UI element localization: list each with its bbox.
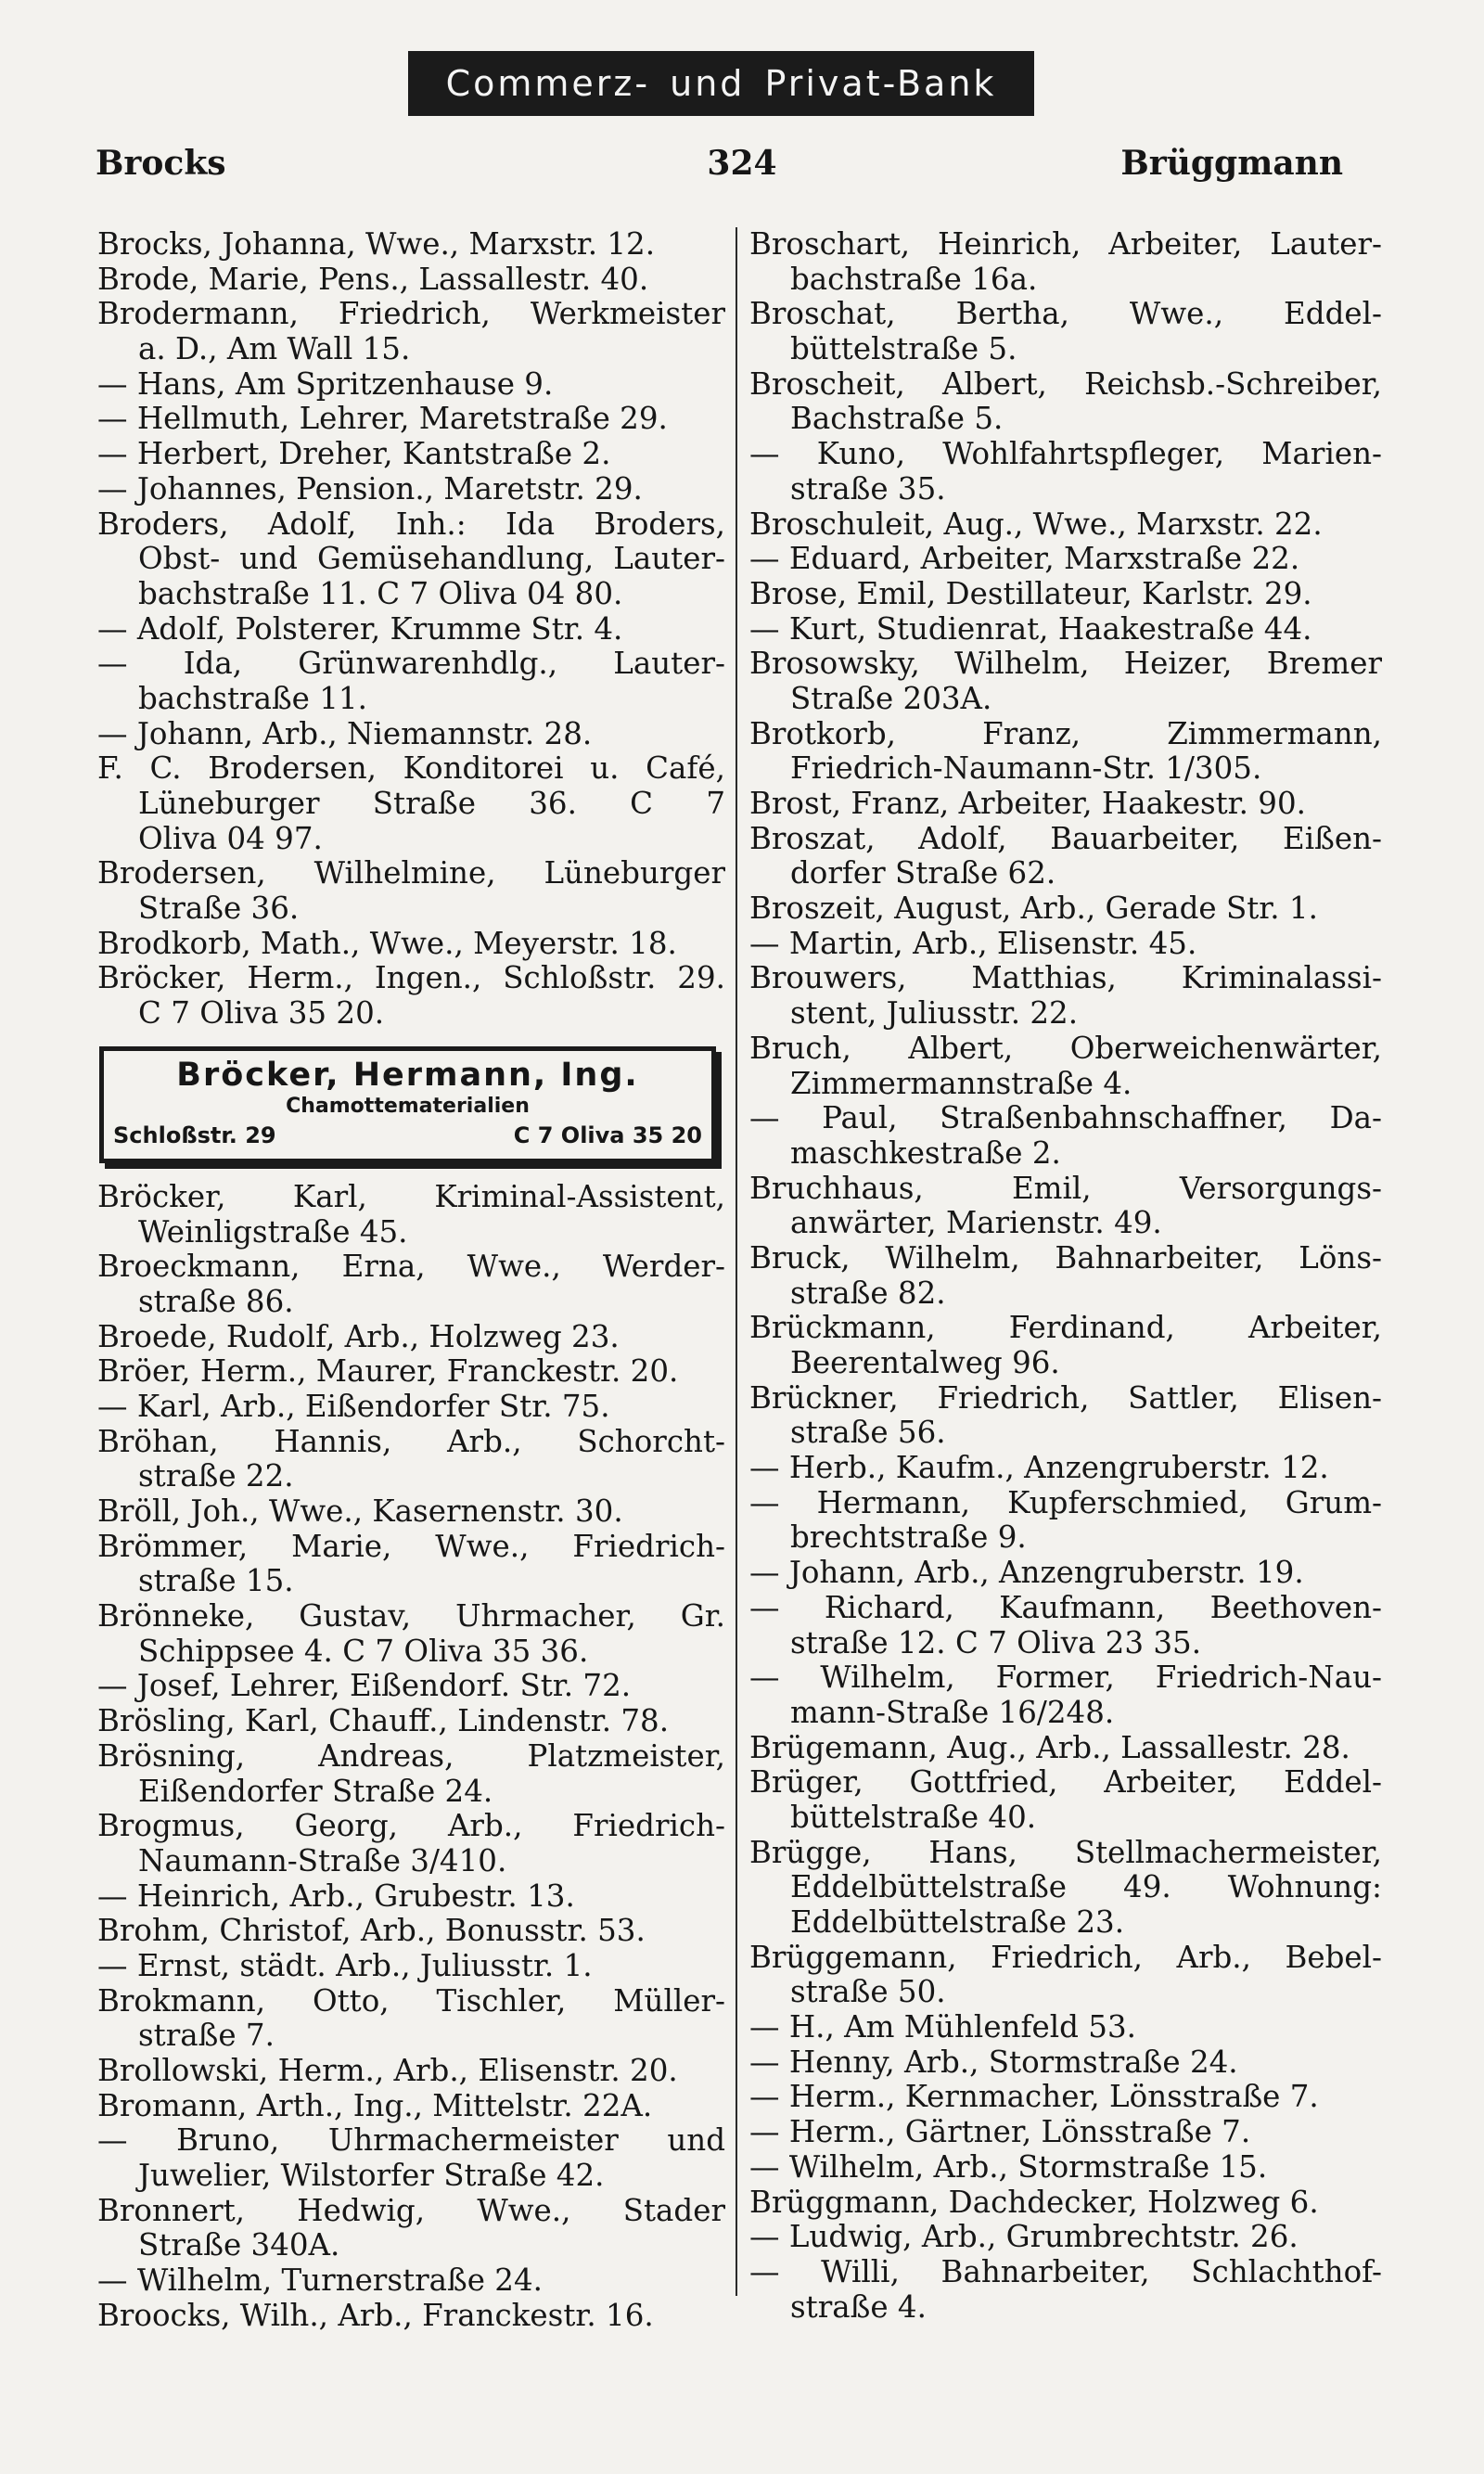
entry-line: — Wilhelm, Turnerstraße 24. <box>97 2263 543 2299</box>
entry-continuation-line: a. D., Am Wall 15. <box>138 332 411 367</box>
entry-line: — Karl, Arb., Eißendorfer Str. 75. <box>97 1389 610 1424</box>
directory-entry <box>749 1032 1382 1101</box>
entry-line: Brodermann, Friedrich, Werkmeister <box>97 297 725 332</box>
right-column <box>749 227 1382 2325</box>
left-column <box>97 227 725 2334</box>
entry-line: Bröhan, Hannis, Arb., Schorcht- <box>97 1424 725 1459</box>
entry-line: Broschart, Heinrich, Arbeiter, Lauter- <box>749 227 1382 262</box>
directory-entry <box>97 1530 725 1599</box>
directory-entry <box>749 891 1382 927</box>
directory-entry <box>97 1739 725 1809</box>
entry-line: Brüggemann, Friedrich, Arb., Bebel- <box>749 1940 1382 1975</box>
header-last-entry: Brüggmann <box>1120 144 1343 183</box>
directory-entry <box>749 367 1382 437</box>
directory-entry <box>97 1879 725 1915</box>
directory-entry <box>97 1914 725 1949</box>
entry-continuation-line: bachstraße 16a. <box>790 262 1038 297</box>
entry-line: Broszat, Adolf, Bauarbeiter, Eißen- <box>749 821 1382 856</box>
directory-entry <box>749 1381 1382 1451</box>
entry-line: Bröcker, Karl, Kriminal-Assistent, <box>97 1179 725 1214</box>
advertisement-box <box>99 1046 716 1163</box>
directory-entry <box>749 2080 1382 2115</box>
entry-line: Brömmer, Marie, Wwe., Friedrich- <box>97 1529 725 1564</box>
entry-line: Brotkorb, Franz, Zimmermann, <box>749 716 1382 751</box>
page-number: 324 <box>707 144 777 183</box>
directory-entry <box>97 263 725 298</box>
directory-entry <box>97 1250 725 1319</box>
entry-continuation-line: Naumann-Straße 3/410. <box>138 1843 507 1878</box>
entry-continuation-line: Juwelier, Wilstorfer Straße 42. <box>138 2159 605 2194</box>
entry-line: — Josef, Lehrer, Eißendorf. Str. 72. <box>97 1669 632 1704</box>
directory-entry <box>749 822 1382 891</box>
directory-entry <box>749 647 1382 716</box>
entry-line: — Bruno, Uhrmachermeister und <box>97 2123 725 2159</box>
directory-entry <box>749 2186 1382 2221</box>
entry-continuation-line: Schippsee 4. C 7 Oliva 35 36. <box>138 1634 589 1669</box>
entry-continuation-line: Eddelbüttelstraße 23. <box>790 1905 1125 1940</box>
directory-entry <box>97 507 725 612</box>
directory-entry <box>749 2010 1382 2045</box>
entry-continuation-line: brechtstraße 9. <box>790 1520 1027 1556</box>
entry-line: Bruck, Wilhelm, Bahnarbeiter, Löns- <box>749 1240 1382 1275</box>
entry-line: Brost, Franz, Arbeiter, Haakestr. 90. <box>749 787 1306 821</box>
directory-entry <box>97 437 725 472</box>
directory-entry <box>97 612 725 647</box>
directory-entry <box>749 577 1382 612</box>
directory-entry <box>97 717 725 752</box>
entry-continuation-line: maschkestraße 2. <box>790 1135 1061 1171</box>
entry-line: Broeckmann, Erna, Wwe., Werder- <box>97 1250 725 1285</box>
entry-line: — Eduard, Arbeiter, Marxstraße 22. <box>749 542 1300 577</box>
entry-line: Bronnert, Hedwig, Wwe., Stader <box>97 2193 725 2228</box>
directory-entry <box>749 2150 1382 2186</box>
entry-line: Broscheit, Albert, Reichsb.-Schreiber, <box>749 366 1382 402</box>
entry-line: Bröer, Herm., Maurer, Franckestr. 20. <box>97 1354 679 1390</box>
directory-entry <box>97 2299 725 2334</box>
entry-continuation-line: straße 35. <box>790 471 946 506</box>
entry-line: Brohm, Christof, Arb., Bonusstr. 53. <box>97 1914 646 1949</box>
entry-continuation-line: Straße 340A. <box>138 2228 340 2263</box>
ad-contact-row <box>113 1120 702 1151</box>
right-entries <box>749 227 1382 2325</box>
directory-entry <box>749 1556 1382 1591</box>
directory-entry <box>97 2263 725 2299</box>
entry-line: Broschat, Bertha, Wwe., Eddel- <box>749 297 1382 332</box>
directory-entry <box>749 1451 1382 1486</box>
entry-line: — Johann, Arb., Niemannstr. 28. <box>97 716 593 751</box>
entry-continuation-line: mann-Straße 16/248. <box>790 1695 1115 1730</box>
entry-continuation-line: Eißendorfer Straße 24. <box>138 1774 493 1809</box>
entry-continuation-line: Straße 203A. <box>790 681 992 716</box>
entry-line: — Hellmuth, Lehrer, Maretstraße 29. <box>97 402 668 437</box>
directory-entry <box>97 1669 725 1704</box>
bank-banner: Commerz- und Privat-Bank <box>408 51 1034 116</box>
directory-entry <box>749 787 1382 822</box>
entry-line: — Heinrich, Arb., Grubestr. 13. <box>97 1878 575 1914</box>
entry-line: Brüggmann, Dachdecker, Holzweg 6. <box>749 2185 1319 2220</box>
entry-line: Bröll, Joh., Wwe., Kasernenstr. 30. <box>97 1494 623 1529</box>
entry-line: Brode, Marie, Pens., Lassallestr. 40. <box>97 262 649 297</box>
entry-line: Brocks, Johanna, Wwe., Marxstr. 12. <box>97 227 656 262</box>
entry-line: Brösning, Andreas, Platzmeister, <box>97 1738 725 1774</box>
ad-address: Schloßstr. 29 <box>113 1122 276 1148</box>
entry-continuation-line: straße 12. C 7 Oliva 23 35. <box>790 1625 1202 1660</box>
entry-line: Broocks, Wilh., Arb., Franckestr. 16. <box>97 2298 654 2333</box>
entry-line: — Paul, Straßenbahnschaffner, Da- <box>749 1101 1382 1136</box>
entry-continuation-line: Obst- und Gemüsehandlung, Lauter- <box>138 542 725 577</box>
entry-continuation-line: straße 4. <box>790 2289 927 2325</box>
entry-continuation-line: C 7 Oliva 35 20. <box>138 996 385 1032</box>
directory-entry <box>97 1704 725 1739</box>
directory-entry <box>97 1354 725 1390</box>
directory-entry <box>97 227 725 263</box>
entry-line: — Herb., Kaufm., Anzengruberstr. 12. <box>749 1451 1329 1486</box>
directory-entry <box>97 856 725 926</box>
entry-line: — Ida, Grünwarenhdlg., Lauter- <box>97 647 725 682</box>
entry-line: Brodkorb, Math., Wwe., Meyerstr. 18. <box>97 926 677 961</box>
entry-line: — Hans, Am Spritzenhause 9. <box>97 366 554 402</box>
directory-entry <box>749 1241 1382 1311</box>
directory-entry <box>97 2089 725 2124</box>
directory-entry <box>749 297 1382 366</box>
header-first-entry: Brocks <box>96 144 226 183</box>
entry-line: Bruch, Albert, Oberweichenwärter, <box>749 1031 1382 1066</box>
directory-entry <box>749 2255 1382 2325</box>
entry-line: — Johannes, Pension., Maretstr. 29. <box>97 471 643 506</box>
entry-line: Brodersen, Wilhelmine, Lüneburger <box>97 856 725 891</box>
entry-line: — Wilhelm, Arb., Stormstraße 15. <box>749 2149 1268 2185</box>
entry-line: Brückmann, Ferdinand, Arbeiter, <box>749 1311 1382 1346</box>
directory-entry <box>749 961 1382 1031</box>
directory-entry <box>97 1180 725 1250</box>
directory-entry <box>749 1311 1382 1380</box>
entry-line: F. C. Brodersen, Konditorei u. Café, <box>97 751 725 787</box>
entry-line: — Adolf, Polsterer, Krumme Str. 4. <box>97 611 623 647</box>
directory-entry <box>97 2054 725 2089</box>
directory-entry <box>749 507 1382 543</box>
entry-line: Bromann, Arth., Ing., Mittelstr. 22A. <box>97 2088 653 2123</box>
directory-entry <box>749 1765 1382 1835</box>
entry-line: — Kuno, Wohlfahrtspfleger, Marien- <box>749 437 1382 472</box>
entry-line: — Wilhelm, Former, Friedrich-Nau- <box>749 1660 1382 1696</box>
entry-line: — Herbert, Dreher, Kantstraße 2. <box>97 437 611 472</box>
entry-continuation-line: Straße 36. <box>138 891 300 927</box>
ad-name: Bröcker, Hermann, Ing. <box>176 1056 639 1094</box>
entry-continuation-line: stent, Juliusstr. 22. <box>790 996 1079 1032</box>
directory-entry <box>749 717 1382 787</box>
directory-entry <box>749 1101 1382 1171</box>
entry-continuation-line: Zimmermannstraße 4. <box>790 1066 1132 1101</box>
directory-entry <box>97 1494 725 1530</box>
directory-entry <box>749 542 1382 577</box>
directory-entry <box>97 367 725 403</box>
directory-entry <box>97 2194 725 2263</box>
directory-entry <box>97 1425 725 1494</box>
directory-entry <box>749 1486 1382 1556</box>
entry-line: Brogmus, Georg, Arb., Friedrich- <box>97 1809 725 1844</box>
directory-entry <box>97 1390 725 1425</box>
entry-line: Bruchhaus, Emil, Versorgungs- <box>749 1171 1382 1206</box>
entry-continuation-line: straße 56. <box>790 1416 946 1451</box>
entry-continuation-line: Bachstraße 5. <box>790 402 1004 437</box>
directory-entry <box>749 2115 1382 2150</box>
ad-phone: C 7 Oliva 35 20 <box>513 1122 702 1148</box>
entry-continuation-line: büttelstraße 40. <box>790 1800 1037 1835</box>
entry-continuation-line: anwärter, Marienstr. 49. <box>790 1206 1162 1241</box>
entry-continuation-line: Eddelbüttelstraße 49. Wohnung: <box>790 1870 1382 1905</box>
ad-trade: Chamottematerialien <box>286 1094 530 1118</box>
entry-line: — Martin, Arb., Elisenstr. 45. <box>749 926 1197 961</box>
entry-line: Brösling, Karl, Chauff., Lindenstr. 78. <box>97 1704 670 1739</box>
entry-line: Broede, Rudolf, Arb., Holzweg 23. <box>97 1319 620 1354</box>
directory-entry <box>97 1809 725 1878</box>
entry-line: — Richard, Kaufmann, Beethoven- <box>749 1590 1382 1625</box>
entry-continuation-line: Oliva 04 97. <box>138 821 323 856</box>
entry-continuation-line: Lüneburger Straße 36. C 7 <box>138 787 725 821</box>
directory-entry <box>749 1941 1382 2010</box>
entry-line: Brokmann, Otto, Tischler, Müller- <box>97 1983 725 2019</box>
entry-continuation-line: Beerentalweg 96. <box>790 1346 1060 1380</box>
entry-line: — Ernst, städt. Arb., Juliusstr. 1. <box>97 1948 593 1983</box>
entry-line: Brönneke, Gustav, Uhrmacher, Gr. <box>97 1599 725 1634</box>
entry-line: Brosowsky, Wilhelm, Heizer, Bremer <box>749 647 1382 682</box>
directory-entry <box>97 2123 725 2193</box>
entry-line: Brügemann, Aug., Arb., Lassallestr. 28. <box>749 1730 1350 1765</box>
entry-line: — Johann, Arb., Anzengruberstr. 19. <box>749 1556 1304 1591</box>
entry-line: — Hermann, Kupferschmied, Grum- <box>749 1485 1382 1520</box>
entry-line: — Kurt, Studienrat, Haakestraße 44. <box>749 611 1312 647</box>
directory-entry <box>749 1172 1382 1241</box>
left-entries-after-ad <box>97 1180 725 2334</box>
directory-entry <box>749 227 1382 297</box>
directory-entry <box>97 1949 725 1984</box>
directory-entry <box>97 927 725 962</box>
directory-entry <box>749 2045 1382 2081</box>
directory-entry <box>97 402 725 437</box>
entry-line: Broders, Adolf, Inh.: Ida Broders, <box>97 506 725 542</box>
directory-entry <box>97 1599 725 1669</box>
directory-entry <box>749 927 1382 962</box>
entry-line: — Willi, Bahnarbeiter, Schlachthof- <box>749 2254 1382 2289</box>
directory-entry <box>749 612 1382 647</box>
entry-line: — Herm., Gärtner, Lönsstraße 7. <box>749 2115 1251 2150</box>
entry-line: Brouwers, Matthias, Kriminalassi- <box>749 961 1382 996</box>
entry-continuation-line: Weinligstraße 45. <box>138 1214 408 1250</box>
entry-line: Broszeit, August, Arb., Gerade Str. 1. <box>749 891 1318 927</box>
column-divider <box>736 227 737 2296</box>
entry-continuation-line: straße 86. <box>138 1284 294 1319</box>
entry-line: — Herm., Kernmacher, Lönsstraße 7. <box>749 2080 1319 2115</box>
entry-line: Brollowski, Herm., Arb., Elisenstr. 20. <box>97 2054 678 2088</box>
entry-continuation-line: bachstraße 11. C 7 Oliva 04 80. <box>138 576 623 611</box>
entry-continuation-line: Friedrich-Naumann-Str. 1/305. <box>790 751 1262 787</box>
entry-line: Brückner, Friedrich, Sattler, Elisen- <box>749 1380 1382 1416</box>
entry-continuation-line: straße 82. <box>790 1275 946 1311</box>
entry-line: — Henny, Arb., Stormstraße 24. <box>749 2045 1238 2080</box>
entry-continuation-line: büttelstraße 5. <box>790 332 1017 367</box>
entry-line: — Ludwig, Arb., Grumbrechtstr. 26. <box>749 2220 1298 2255</box>
directory-entry <box>97 1984 725 2054</box>
entry-continuation-line: straße 22. <box>138 1459 294 1494</box>
entry-continuation-line: bachstraße 11. <box>138 681 367 716</box>
entry-line: Brüger, Gottfried, Arbeiter, Eddel- <box>749 1765 1382 1801</box>
left-entries-before-ad <box>97 227 725 1032</box>
entry-continuation-line: straße 7. <box>138 2019 275 2054</box>
directory-entry <box>749 1731 1382 1766</box>
directory-entry <box>97 472 725 507</box>
directory-entry <box>97 751 725 856</box>
directory-entry <box>97 961 725 1031</box>
entry-continuation-line: straße 50. <box>790 1975 946 2010</box>
directory-entry <box>749 437 1382 506</box>
directory-entry <box>749 1660 1382 1730</box>
directory-entry <box>749 1591 1382 1660</box>
directory-entry <box>97 1320 725 1355</box>
entry-line: — H., Am Mühlenfeld 53. <box>749 2010 1136 2045</box>
directory-entry <box>97 647 725 716</box>
entry-line: Bröcker, Herm., Ingen., Schloßstr. 29. <box>97 961 725 996</box>
directory-entry <box>97 297 725 366</box>
entry-line: Brose, Emil, Destillateur, Karlstr. 29. <box>749 576 1312 611</box>
entry-line: Brügge, Hans, Stellmachermeister, <box>749 1835 1382 1870</box>
entry-continuation-line: straße 15. <box>138 1564 294 1599</box>
entry-line: Broschuleit, Aug., Wwe., Marxstr. 22. <box>749 506 1323 542</box>
directory-entry <box>749 1836 1382 1941</box>
entry-continuation-line: dorfer Straße 62. <box>790 856 1056 891</box>
directory-entry <box>749 2220 1382 2255</box>
